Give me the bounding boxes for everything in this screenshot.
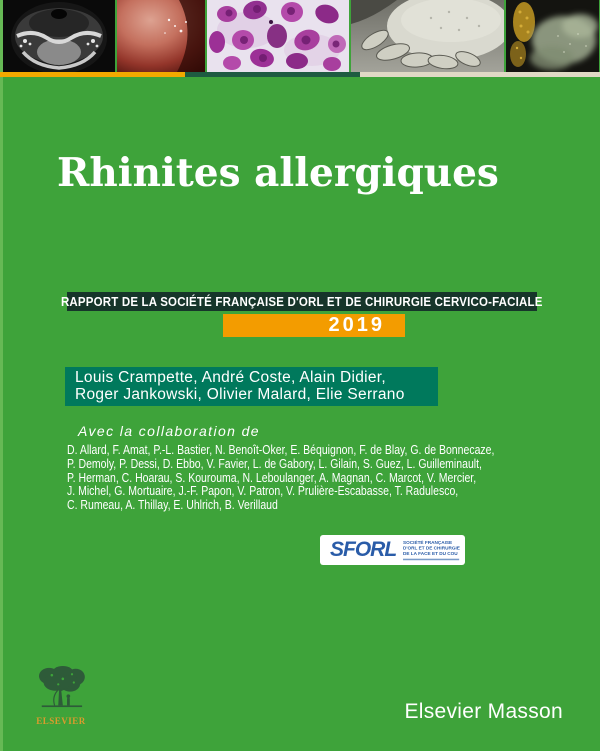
ct-scan-image <box>3 0 115 72</box>
collaborators-line: J. Michel, G. Mortuaire, J.-F. Papon, V. Patron, V. Prulière-Escabasse, T. Radulesco, <box>67 484 459 499</box>
collaboration-label: Avec la collaboration de <box>78 423 260 439</box>
collaborators-line: C. Rumeau, A. Thillay, E. Uhlrich, B. Verillaud <box>67 498 278 513</box>
sforl-subtitle <box>403 540 460 560</box>
nasal-endoscopy-image <box>117 0 205 72</box>
year-text: 2019 <box>328 314 385 336</box>
publisher-imprint: Elsevier Masson <box>404 700 563 723</box>
authors-line-2: Roger Jankowski, Olivier Malard, Elie Serrano <box>75 386 405 403</box>
elsevier-logo <box>35 666 87 726</box>
sforl-subtitle-line: SOCIÉTÉ FRANÇAISE <box>403 540 453 545</box>
dust-mite-image <box>351 0 504 72</box>
divider-stripe-beige <box>360 72 600 77</box>
sforl-rule <box>403 558 459 560</box>
authors-box <box>65 367 438 406</box>
report-banner <box>61 292 543 311</box>
sforl-subtitle-line: DE LA FACE ET DU COU <box>403 551 458 556</box>
authors-line-1: Louis Crampette, André Coste, Alain Didier, <box>75 369 387 386</box>
report-banner-text: RAPPORT DE LA SOCIÉTÉ FRANÇAISE D'ORL ET DE CHIRURGIE CERVICO-FACIALE <box>61 294 543 309</box>
collaborators-line: D. Allard, F. Amat, P.-L. Bastier, N. Benoît-Oker, E. Béquignon, F. de Blay, G. de Bonnecaze, <box>67 443 495 457</box>
book-title: Rhinites allergiques <box>57 150 499 196</box>
sforl-subtitle-line: D'ORL ET DE CHIRURGIE <box>403 545 461 551</box>
spine-edge-highlight <box>0 0 3 751</box>
divider-stripe-dark-green <box>185 72 360 77</box>
divider-stripe-orange <box>0 72 185 77</box>
sforl-acronym: SFORL <box>330 538 397 561</box>
elsevier-tree-icon <box>35 666 87 710</box>
cytology-cells-image <box>207 0 349 72</box>
elsevier-wordmark: ELSEVIER <box>36 716 86 726</box>
pollen-image <box>506 0 599 72</box>
collaborators-line: P. Demoly, P. Dessi, D. Ebbo, V. Favier, L. de Gabory, L. Gilain, S. Guez, L. Guilleminault, <box>67 456 482 471</box>
collaborators-list <box>67 444 494 513</box>
year-bar <box>223 314 405 337</box>
sforl-logo <box>320 535 465 565</box>
collaborators-line: P. Herman, C. Hoarau, S. Kourouma, N. Leboulanger, A. Magnan, C. Marcot, V. Mercier, <box>67 470 477 485</box>
photo-strip <box>3 0 599 72</box>
